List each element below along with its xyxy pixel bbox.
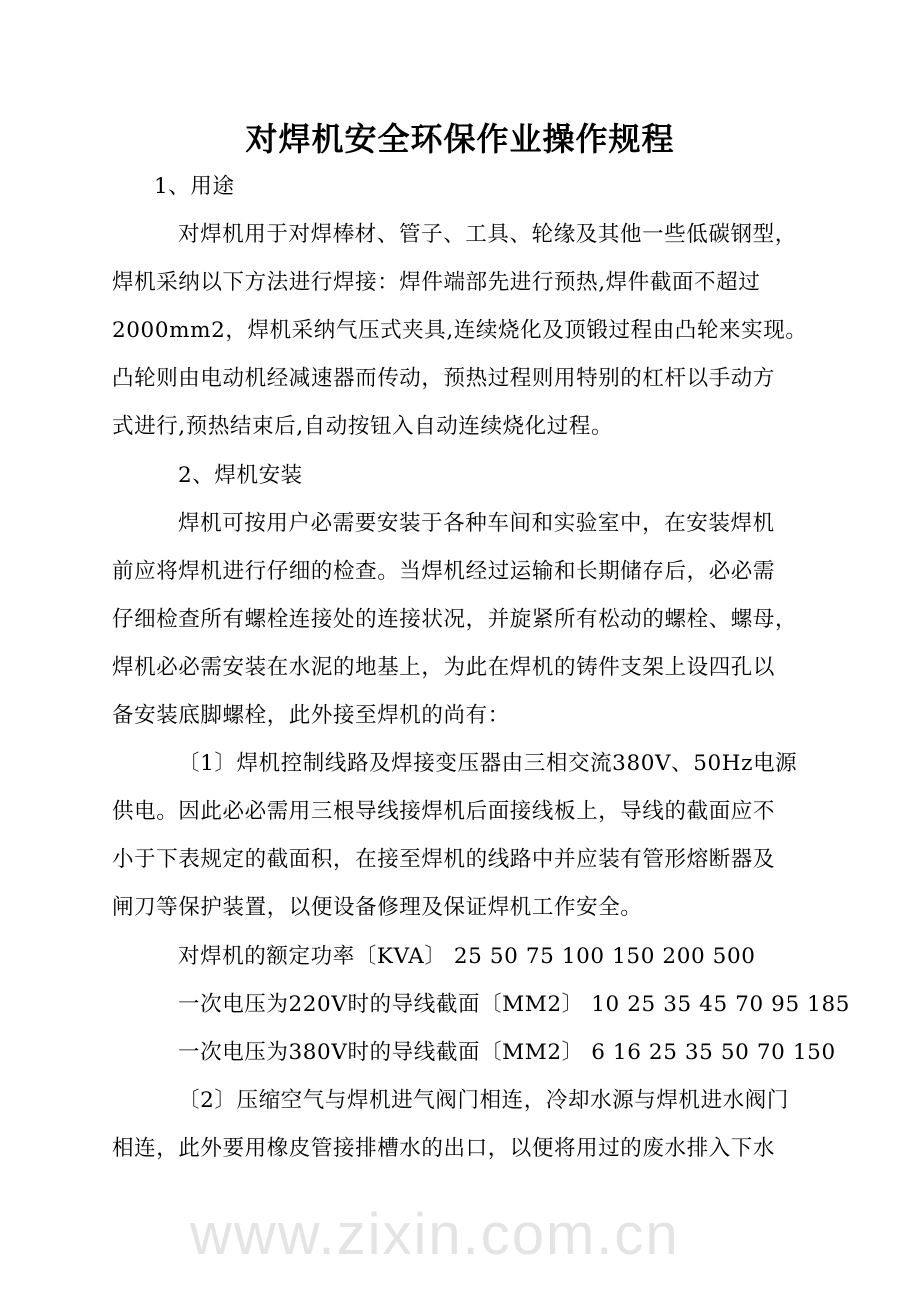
text-line: 2、焊机安装: [178, 462, 303, 488]
text-line: 焊机必必需安装在水泥的地基上，为此在焊机的铸件支架上设四孔以: [112, 654, 776, 680]
text-line: 一次电压为380V时的导线截面〔MM2〕 6 16 25 35 50 70 150: [178, 1039, 836, 1065]
text-line: 前应将焊机进行仔细的检查。当焊机经过运输和长期储存后，必必需: [112, 558, 776, 584]
text-line: 1、用途: [154, 174, 235, 199]
text-line: 仔细检查所有螺栓连接处的连接状况，并旋紧所有松动的螺栓、螺母，: [112, 606, 798, 632]
text-line: 焊机采纳以下方法进行焊接：焊件端部先进行预热,焊件截面不超过: [112, 270, 761, 296]
text-line: 对焊机用于对焊棒材、管子、工具、轮缘及其他一些低碳钢型，: [178, 222, 797, 248]
text-line: 备安装底脚螺栓，此外接至焊机的尚有：: [112, 703, 510, 729]
text-line: 闸刀等保护装置，以便设备修理及保证焊机工作安全。: [112, 895, 643, 921]
document-body: [112, 168, 850, 1178]
text-line: 2000mm2，焊机采纳气压式夹具,连续烧化及顶锻过程由凸轮来实现。: [112, 318, 808, 344]
text-line: 凸轮则由电动机经减速器而传动，预热过程则用特别的杠杆以手动方: [112, 366, 776, 392]
text-line: 焊机可按用户必需要安装于各种车间和实验室中，在安装焊机: [178, 510, 775, 536]
text-line: 一次电压为220V时的导线截面〔MM2〕 10 25 35 45 70 95 185: [178, 991, 850, 1017]
text-line: 相连，此外要用橡皮管接排槽水的出口，以便将用过的废水排入下水: [112, 1135, 776, 1161]
text-line: 式进行,预热结束后,自动按钮入自动连续烧化过程。: [112, 414, 614, 440]
text-line: 对焊机的额定功率〔KVA〕 25 50 75 100 150 200 500: [178, 943, 756, 969]
text-line: 小于下表规定的截面积，在接至焊机的线路中并应装有管形熔断器及: [112, 847, 776, 873]
text-line: 供电。因此必必需用三根导线接焊机后面接线板上，导线的截面应不: [112, 799, 776, 825]
watermark: www.zixin.com.cn: [190, 1202, 680, 1267]
text-line: 〔1〕焊机控制线路及焊接变压器由三相交流380V、50Hz电源: [178, 751, 798, 777]
document-title: 对焊机安全环保作业操作规程: [245, 120, 675, 158]
text-line: 〔2〕压缩空气与焊机进气阀门相连，冷却水源与焊机进水阀门: [178, 1087, 789, 1113]
